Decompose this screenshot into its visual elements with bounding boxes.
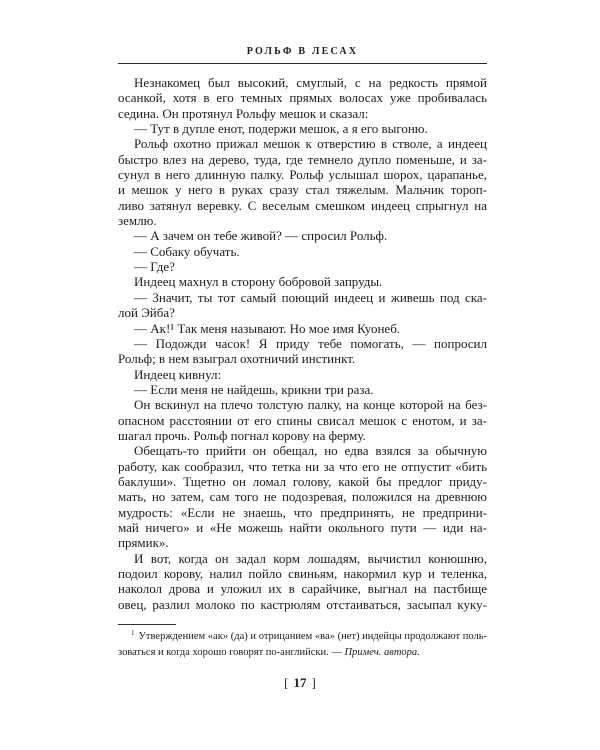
paragraph (118, 443, 487, 550)
body-line: седина. Он протянул Рольфу мешок и сказал: (118, 105, 369, 121)
body-line: Обещать-то прийти он обещал, но едва взялся за обычную (134, 443, 487, 459)
footnote-attribution: Примеч. автора. (344, 647, 420, 658)
paragraph (118, 336, 487, 367)
paragraph (118, 551, 487, 612)
body-line: — А зачем он тебе живой? — спросил Рольф. (134, 228, 388, 244)
paragraph (118, 382, 487, 397)
body-line: баклуши». Тщетно он ломал голову, какой бы предлог приду- (118, 473, 487, 489)
body-line: опасном расстоянии от его спины свисал мешок с енотом, и за- (118, 412, 487, 428)
body-line: сунул в него длинную палку. Рольф услышал шорох, царапанье, (118, 167, 487, 183)
body-line: — Ак!¹ Так меня называют. Но мое имя Куонеб. (134, 320, 401, 336)
page-number-value: 17 (293, 675, 307, 690)
footnote-line (131, 629, 487, 645)
paragraph (118, 228, 487, 243)
footnote-separator (118, 624, 176, 625)
body-line: — Собаку обучать. (134, 243, 240, 259)
body-line: работу, как сообразил, что тетка ни за что его не отпустит «бить (118, 458, 487, 474)
footnote-line (118, 645, 420, 661)
page-number (0, 675, 600, 691)
body-line: быстро влез на дерево, туда, где темнело дупло поменьше, и за- (118, 151, 487, 167)
body-line: наколол дрова и уложил их в сарайчике, выгнал на пастбище (118, 581, 487, 597)
body-line: Он вскинул на плечо толстую палку, на конце которой на без- (134, 397, 487, 413)
paragraph (118, 136, 487, 228)
paragraph (118, 75, 487, 121)
body-line: май ничего» и «Не можешь найти окольного пути — иди на- (118, 519, 487, 535)
body-line: Индеец махнул в сторону бобровой запруды. (134, 274, 383, 290)
page-number-bracket-right: ] (311, 675, 316, 690)
paragraph (118, 244, 487, 259)
header-rule (118, 63, 487, 64)
body-line: — Тут в дупле енот, подержи мешок, а я его выгоню. (134, 121, 428, 137)
body-line: шагал прочь. Рольф погнал корову на ферму. (118, 427, 366, 443)
paragraph (118, 259, 487, 274)
paragraph (118, 290, 487, 321)
body-text (118, 75, 487, 612)
body-line: и мешок у него в руках сразу стал тяжелым. Мальчик тороп- (118, 182, 487, 198)
footnote-text: зоваться и когда хорошо говорят по-английски. — (118, 647, 345, 658)
paragraph (118, 121, 487, 136)
body-line: прямик». (118, 535, 169, 551)
body-line: лой Эйба? (118, 305, 175, 321)
paragraph (118, 321, 487, 336)
body-line: подоил корову, налил пойло свиньям, накормил кур и теленка, (118, 566, 487, 581)
paragraph (118, 274, 487, 289)
body-line: Индеец кивнул: (134, 366, 222, 382)
body-line: мудрость: «Если не знаешь, что предпринять, не предприни- (118, 504, 487, 520)
body-line: овец, разлил молоко по кастрюлям отстаиваться, засыпал куку- (118, 596, 487, 612)
footnote-text: Утверждением «ак» (да) и отрицанием «ва» (нет) индейцы продолжают поль- (138, 631, 487, 642)
body-line: — Подожди часок! Я приду тебе помогать, — попросил (134, 335, 487, 351)
body-line: землю. (118, 213, 157, 229)
body-line: И вот, когда он задал корм лошадям, вычистил конюшню, (134, 550, 487, 566)
body-line: Незнакомец был высокий, смуглый, с на редкость прямой (134, 75, 487, 90)
paragraph (118, 367, 487, 382)
footnote-marker: 1 (131, 629, 135, 637)
body-line: ливо затянул веревку. С веселым смешком индеец спрыгнул на (118, 197, 487, 213)
body-line: Рольф охотно прижал мешок к отверстию в стволе, а индеец (134, 136, 487, 152)
footnote (118, 629, 487, 661)
body-line: мать, но затем, сам того не подозревая, положился на древнюю (118, 489, 487, 505)
body-line: — Если меня не найдешь, крикни три раза. (134, 381, 374, 397)
page-number-bracket-left: [ (284, 675, 289, 690)
body-line: Рольф; в нем взыграл охотничий инстинкт. (118, 351, 356, 367)
running-title: РОЛЬФ В ЛЕСАХ (246, 46, 359, 57)
body-line: осанкой, хотя в его темных прямых волосах уже пробивалась (118, 90, 487, 106)
body-line: — Где? (134, 259, 175, 275)
paragraph (118, 397, 487, 443)
body-line: — Значит, ты тот самый поющий индеец и живешь под ска- (134, 289, 487, 305)
